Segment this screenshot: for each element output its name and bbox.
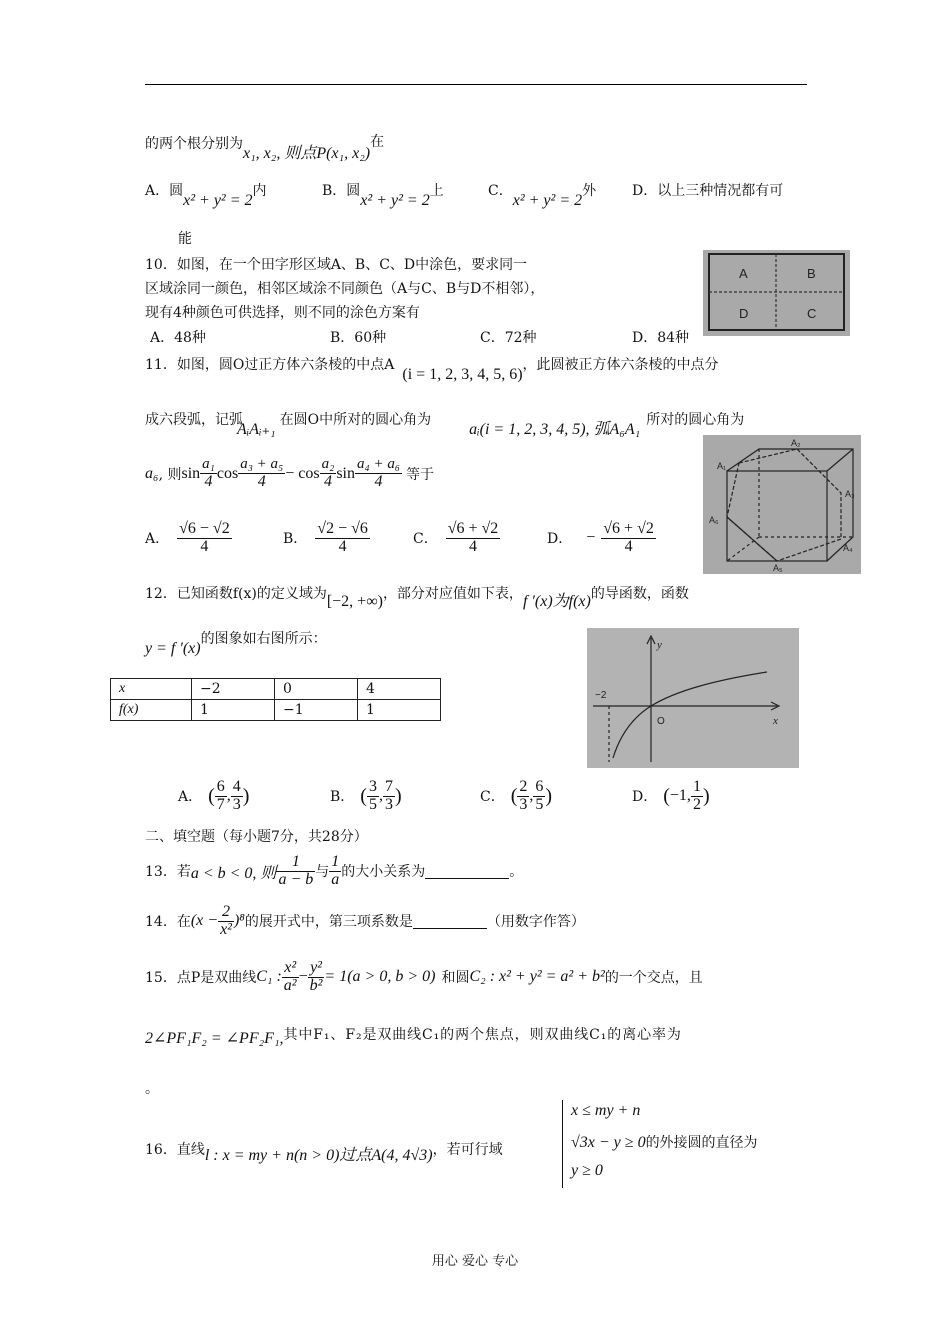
q12-option-c-frac2-num: 6 bbox=[535, 777, 544, 795]
q9-option-c bbox=[488, 180, 597, 209]
q14-end-note: （用数字作答） bbox=[486, 914, 585, 930]
q12-line1 bbox=[145, 580, 689, 610]
q13-frac-1-num: 1 bbox=[276, 854, 315, 872]
q11-frac-3 bbox=[320, 457, 337, 491]
q13-math: a < b < 0, 则 bbox=[190, 864, 277, 882]
q11-minus-cos: − cos bbox=[285, 465, 320, 482]
q11-line2-arc: AᵢAᵢ₊₁ bbox=[237, 421, 276, 438]
q11-sin: sin bbox=[181, 465, 201, 482]
q9-option-b-math: x² + y² = 2 bbox=[360, 192, 430, 209]
q12-option-c bbox=[480, 772, 552, 820]
q12-option-c-label: C． bbox=[480, 789, 505, 805]
q11-frac-4-num: a₄ + a₆ bbox=[357, 456, 401, 473]
q11-option-d-den: 4 bbox=[624, 537, 633, 555]
q11-a6: a₆ bbox=[145, 465, 159, 482]
q10-cell-d: D bbox=[739, 306, 749, 321]
q13-end-period: 。 bbox=[509, 864, 524, 880]
q12-option-b-frac2-num: 7 bbox=[384, 777, 393, 795]
q11-option-b-den: 4 bbox=[338, 537, 347, 555]
q10-option-c: C．72种 bbox=[480, 330, 537, 346]
q12-option-b bbox=[330, 772, 402, 820]
q9-option-d: D．以上三种情况都有可 bbox=[632, 183, 784, 199]
q11-option-c-frac bbox=[446, 521, 501, 556]
q11-option-a-num: √6 − √2 bbox=[179, 519, 230, 537]
cube-label-a1: A₁ bbox=[717, 461, 727, 471]
q12-option-d-frac2 bbox=[691, 779, 703, 814]
q12-option-d-frac2-num: 1 bbox=[692, 777, 701, 795]
q9-line1 bbox=[145, 130, 385, 162]
q11-line2-text: 成六段弧，记弧 bbox=[145, 412, 243, 428]
q14-frac bbox=[218, 904, 234, 939]
q12-option-b-label: B． bbox=[330, 789, 355, 805]
q9-option-b-end: 上 bbox=[429, 183, 444, 199]
q11-option-b-num: √2 − √6 bbox=[317, 519, 368, 537]
q11-option-c bbox=[413, 512, 500, 564]
cube-label-a2: A₂ bbox=[791, 438, 801, 448]
q12-line2 bbox=[145, 628, 327, 657]
q12-option-d-value1: −1, bbox=[669, 787, 691, 804]
q11-option-c-num: √6 + √2 bbox=[447, 519, 499, 537]
q15-label: 15．点P是双曲线 bbox=[145, 970, 257, 986]
q12-option-a-frac2-num: 4 bbox=[232, 777, 241, 795]
q11-line2-end: 所对的圆心角为 bbox=[646, 412, 745, 428]
q15-math1: C₁ : bbox=[256, 968, 282, 985]
q16-label: 16．直线 bbox=[145, 1142, 205, 1158]
cube-top-right-edge bbox=[827, 449, 853, 471]
table-row bbox=[111, 700, 441, 721]
q11-option-c-label: C． bbox=[413, 531, 438, 547]
q11-line2 bbox=[145, 406, 745, 438]
q14-line bbox=[145, 898, 585, 944]
q12-graph-figure bbox=[587, 628, 799, 768]
q12-line1-end: 的导函数，函数 bbox=[590, 586, 689, 602]
q11-option-b-frac bbox=[315, 521, 370, 556]
q11-frac-2 bbox=[238, 457, 285, 491]
q15-math3: C₂ : x² + y² = a² + b² bbox=[469, 968, 605, 985]
q9-option-a-end: 内 bbox=[252, 183, 267, 199]
q10-line1: 10．如图，在一个田字形区域A、B、C、D中涂色，要求同一 bbox=[145, 257, 528, 273]
q13-frac-2-num: 1 bbox=[331, 852, 340, 870]
q9-line1-end: 在 bbox=[370, 134, 385, 150]
graph-tick-label: −2 bbox=[595, 690, 607, 701]
q14-end: 的展开式中，第三项系数是 bbox=[244, 914, 413, 930]
q9-option-a-math: x² + y² = 2 bbox=[183, 192, 253, 209]
q11-option-a-den: 4 bbox=[200, 537, 209, 555]
q11-frac-2-den: 4 bbox=[257, 472, 266, 490]
table-cell: 0 bbox=[275, 679, 358, 700]
q10-option-d: D．84种 bbox=[632, 330, 690, 346]
q11-line3 bbox=[145, 450, 434, 498]
cube-label-a3: A₃ bbox=[845, 489, 855, 499]
q9-line1-math: x₁, x₂, 则点P(x₁, x₂) bbox=[243, 145, 371, 162]
q14-label: 14．在 bbox=[145, 914, 191, 930]
q9-option-b-label: B．圆 bbox=[322, 183, 361, 199]
q15-frac-1 bbox=[282, 960, 299, 995]
q15-frac-1-den: a² bbox=[283, 976, 297, 994]
header-rule bbox=[145, 84, 807, 85]
q16-mid: ，若可行域 bbox=[432, 1142, 503, 1158]
q14-frac-num: 2 bbox=[218, 904, 234, 922]
q11-option-d-label: D． bbox=[547, 531, 573, 547]
q15-frac-1-num: x² bbox=[282, 960, 299, 978]
q11-line2-mid: 在圆O中所对的圆心角为 bbox=[279, 412, 432, 428]
q11-then: , 则 bbox=[158, 467, 182, 483]
q11-frac-1-num: a₁ bbox=[202, 456, 215, 473]
q9-line1-text: 的两个根分别为 bbox=[145, 136, 243, 152]
q16-sys-line2-math: √3x − y ≥ 0 bbox=[571, 1134, 646, 1151]
cube-label-a5: A₅ bbox=[773, 563, 783, 573]
q9-option-c-math: x² + y² = 2 bbox=[512, 192, 583, 209]
q15-math2: = 1(a > 0, b > 0) bbox=[324, 968, 436, 985]
q10-grid-figure bbox=[703, 250, 850, 336]
q13-frac-1-den: a − b bbox=[278, 870, 314, 888]
q12-option-a-label: A． bbox=[178, 789, 203, 805]
section2-title: 二、填空题（每小题7分，共28分） bbox=[145, 829, 368, 845]
q10-cell-b: B bbox=[807, 266, 816, 281]
q15-line2-text: 其中F₁、F₂是双曲线C₁的两个焦点，则双曲线C₁的离心率为 bbox=[283, 1027, 682, 1043]
q12-line2-text: 的图象如右图所示： bbox=[200, 631, 327, 647]
q12-option-c-frac1-num: 2 bbox=[519, 777, 528, 795]
table-cell: −1 bbox=[275, 700, 358, 721]
q9-option-c-end: 外 bbox=[582, 183, 597, 199]
q12-option-b-frac1-den: 5 bbox=[368, 795, 377, 813]
q12-line2-math: y = f ′(x) bbox=[145, 640, 201, 657]
q11-frac-1 bbox=[200, 457, 217, 491]
q15-line1 bbox=[145, 954, 703, 1000]
q15-line3: 。 bbox=[145, 1081, 159, 1097]
q13-frac-2-den: a bbox=[331, 870, 340, 888]
q15-frac-2-den: b² bbox=[309, 976, 323, 994]
q12-line1-math: [−2, +∞) bbox=[326, 593, 383, 610]
q11-option-a-frac bbox=[177, 521, 232, 556]
table-cell: f(x) bbox=[111, 700, 192, 721]
q16-line bbox=[145, 1136, 503, 1164]
q12-option-b-comma: , bbox=[378, 787, 383, 804]
q13-answer-blank[interactable] bbox=[425, 864, 509, 879]
cube-section-line bbox=[727, 517, 777, 561]
q12-option-a-frac1 bbox=[215, 779, 227, 814]
q12-option-b-lparen: ( bbox=[360, 784, 367, 807]
cube-front-face bbox=[727, 471, 827, 561]
q11-option-d bbox=[547, 512, 656, 564]
q11-frac-3-num: a₂ bbox=[321, 456, 335, 473]
q16-inequality-system bbox=[562, 1100, 803, 1188]
q13-frac-2 bbox=[329, 854, 341, 889]
q11-line1-end: ，此圆被正方体六条棱的中点分 bbox=[522, 357, 719, 373]
graph-y-label: y bbox=[657, 639, 662, 651]
q11-line3-end: 等于 bbox=[406, 467, 435, 483]
table-cell: 1 bbox=[358, 700, 441, 721]
q11-option-a-label: A． bbox=[145, 531, 170, 547]
q15-mid: 和圆 bbox=[441, 970, 470, 986]
q15-line2 bbox=[145, 1024, 682, 1047]
q12-derivative-graph bbox=[587, 628, 799, 768]
q11-line1-text: 11．如图，圆O过正方体六条棱的中点A bbox=[145, 357, 395, 373]
q12-line1-mid: ，部分对应值如下表， bbox=[382, 586, 523, 602]
q11-option-b-label: B． bbox=[283, 531, 308, 547]
q12-option-a-frac2-den: 3 bbox=[232, 795, 241, 813]
q9-option-a-label: A．圆 bbox=[145, 183, 184, 199]
q12-option-b-frac2-den: 3 bbox=[384, 795, 393, 813]
q14-frac-den: x² bbox=[220, 920, 232, 938]
q15-line2-math: 2∠PF₁F₂ = ∠PF₂F₁, bbox=[145, 1030, 284, 1047]
q12-option-c-rparen: ) bbox=[545, 784, 553, 807]
q11-line2-math: aᵢ(i = 1, 2, 3, 4, 5), 弧 bbox=[469, 421, 610, 438]
q15-frac-2 bbox=[308, 960, 325, 995]
q10-figure bbox=[703, 250, 850, 336]
cube-label-a6: A₆ bbox=[709, 515, 719, 525]
q12-option-a-lparen: ( bbox=[208, 784, 215, 807]
q12-option-b-frac2 bbox=[383, 779, 395, 814]
q11-frac-3-den: 4 bbox=[323, 472, 332, 490]
q13-frac-1 bbox=[276, 854, 315, 889]
q11-option-d-sign: − bbox=[586, 529, 596, 546]
q10-cell-c: C bbox=[807, 306, 817, 321]
q12-line1-text: 12．已知函数f(x)的定义域为 bbox=[145, 586, 327, 602]
q14-answer-blank[interactable] bbox=[413, 914, 487, 929]
table-cell: 4 bbox=[358, 679, 441, 700]
q12-option-c-comma: , bbox=[529, 787, 534, 804]
q13-label: 13．若 bbox=[145, 864, 191, 880]
q12-option-d-rparen: ) bbox=[702, 784, 710, 807]
q12-value-table bbox=[110, 678, 441, 721]
q12-option-d-label: D． bbox=[632, 789, 658, 805]
q12-option-b-frac1-num: 3 bbox=[368, 777, 377, 795]
cube-hexagon-section bbox=[727, 449, 841, 561]
q15-frac-2-num: y² bbox=[308, 960, 325, 978]
q10-option-a: A．48种 bbox=[150, 330, 206, 346]
table-cell: −2 bbox=[192, 679, 275, 700]
q11-option-d-frac bbox=[601, 521, 656, 556]
q11-line1-math: (i = 1, 2, 3, 4, 5, 6) bbox=[402, 366, 523, 383]
q11-cube-diagram bbox=[703, 435, 861, 574]
graph-origin-label: O bbox=[657, 716, 665, 727]
q15-minus: − bbox=[298, 968, 308, 985]
q14-math-a: (x − bbox=[190, 912, 219, 929]
q11-option-d-num: √6 + √2 bbox=[603, 519, 654, 537]
q10-cell-a: A bbox=[739, 266, 748, 281]
q13-mid: 与 bbox=[315, 864, 330, 880]
q10-option-b: B．60种 bbox=[330, 330, 387, 346]
q12-option-c-frac2-den: 5 bbox=[535, 795, 544, 813]
q11-cube-figure bbox=[703, 435, 861, 574]
q11-sin2: sin bbox=[336, 465, 355, 482]
q12-option-d bbox=[632, 772, 710, 820]
q11-frac-2-num: a₃ + a₅ bbox=[240, 456, 284, 473]
q11-option-a bbox=[145, 512, 232, 564]
q16-end: 的外接圆的直径为 bbox=[645, 1135, 758, 1151]
q10-line2: 区域涂同一颜色，相邻区域涂不同颜色（A与C、B与D不相邻）， bbox=[145, 281, 545, 297]
q9-option-d-cont: 能 bbox=[178, 231, 192, 247]
q12-option-c-frac1-den: 3 bbox=[519, 795, 528, 813]
q12-line1-math2: f ′(x)为f(x) bbox=[522, 593, 591, 610]
q12-option-a-comma: , bbox=[226, 787, 231, 804]
q11-option-c-den: 4 bbox=[469, 537, 478, 555]
q11-line1 bbox=[145, 354, 719, 383]
q11-frac-1-den: 4 bbox=[204, 472, 213, 490]
q13-line bbox=[145, 848, 523, 894]
graph-x-label: x bbox=[773, 715, 778, 727]
q12-option-b-rparen: ) bbox=[394, 784, 402, 807]
cube-back-edges bbox=[727, 449, 853, 561]
q16-math1: l : x = my + n(n > 0)过点A(4, 4√3) bbox=[204, 1147, 433, 1164]
cube-label-a4: A₄ bbox=[843, 543, 853, 553]
q12-option-a-rparen: ) bbox=[242, 784, 250, 807]
q9-option-b bbox=[322, 180, 444, 209]
q16-sys-line3: y ≥ 0 bbox=[571, 1162, 603, 1179]
q16-sys-line2 bbox=[571, 1132, 758, 1152]
q12-option-b-frac1 bbox=[367, 779, 379, 814]
q12-option-a-frac2 bbox=[231, 779, 243, 814]
q11-option-b bbox=[283, 512, 370, 564]
q12-option-a bbox=[178, 772, 249, 820]
q16-sys-line1: x ≤ my + n bbox=[571, 1102, 641, 1119]
graph-curve bbox=[613, 672, 767, 758]
q14-math-b: )⁸ bbox=[233, 912, 245, 929]
q12-option-c-frac2 bbox=[533, 779, 545, 814]
q9-option-c-label: C． bbox=[488, 183, 513, 199]
q15-end: 的一个交点，且 bbox=[604, 970, 703, 986]
q12-option-c-lparen: ( bbox=[510, 784, 518, 807]
table-row bbox=[111, 679, 441, 700]
table-cell: x bbox=[111, 679, 192, 700]
q11-cos: cos bbox=[216, 465, 239, 482]
q11-frac-4 bbox=[355, 457, 402, 491]
q9-option-a bbox=[145, 180, 267, 209]
q12-option-d-lparen: ( bbox=[663, 784, 670, 807]
q11-line2-arc2: A₆A₁ bbox=[609, 421, 641, 438]
q12-option-a-frac1-num: 6 bbox=[216, 777, 225, 795]
page-footer: 用心 爱心 专心 bbox=[431, 1254, 519, 1269]
q12-option-d-frac2-den: 2 bbox=[692, 795, 701, 813]
q10-line3: 现有4种颜色可供选择，则不同的涂色方案有 bbox=[145, 305, 420, 321]
table-cell: 1 bbox=[192, 700, 275, 721]
q12-option-c-frac1 bbox=[517, 779, 529, 814]
q11-frac-4-den: 4 bbox=[374, 472, 383, 490]
q12-option-a-frac1-den: 7 bbox=[216, 795, 225, 813]
q13-end: 的大小关系为 bbox=[341, 864, 426, 880]
